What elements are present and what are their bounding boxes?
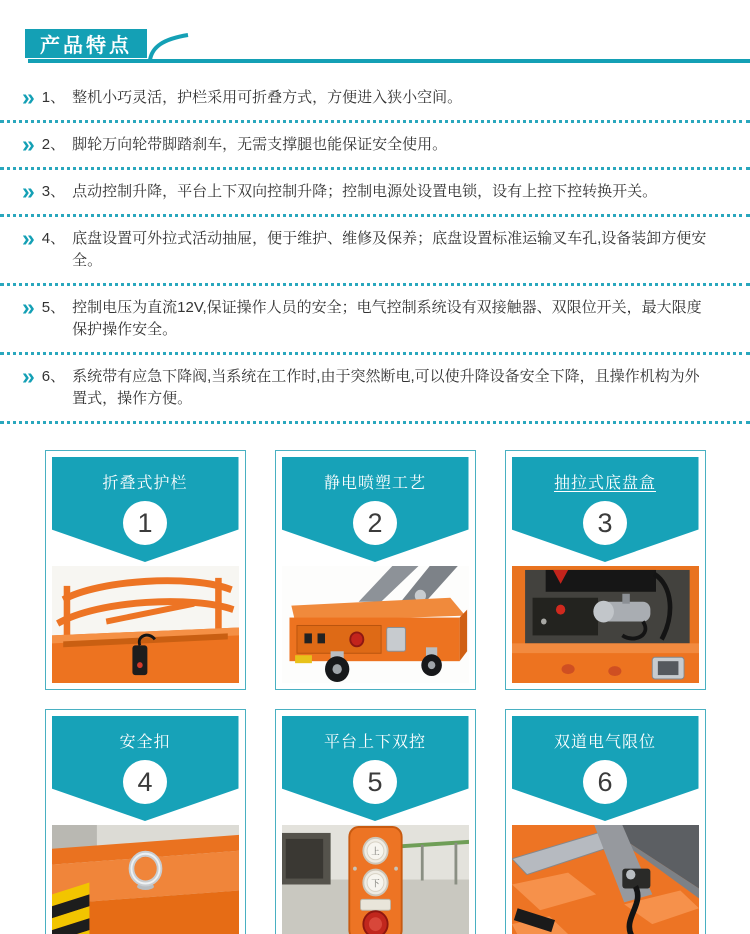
double-chevron-icon: » (22, 84, 35, 110)
feature-card-1 (45, 450, 246, 690)
feature-card-3 (505, 450, 706, 690)
card-number-badge (123, 760, 167, 804)
card-label: 安全扣 (119, 734, 171, 751)
section-title: 产品特点 (40, 35, 132, 57)
card-banner (512, 716, 699, 821)
feature-card-2 (275, 450, 476, 690)
card-photo (282, 566, 469, 683)
photo-pendant-control-icon (282, 825, 469, 934)
card-label: 平台上下双控 (323, 734, 426, 751)
card-photo (52, 825, 239, 934)
photo-safety-buckle-ring-icon (52, 825, 239, 934)
feature-item-1 (0, 76, 750, 120)
feature-cards-grid (0, 450, 750, 934)
card-number-badge (353, 760, 397, 804)
card-banner (282, 457, 469, 562)
card-label: 双道电气限位 (553, 734, 656, 751)
section-header (0, 0, 750, 72)
card-number: 4 (137, 766, 153, 797)
feature-list (0, 76, 750, 424)
feature-item-6 (0, 352, 750, 424)
feature-card-5 (275, 709, 476, 934)
feature-number: 6、 (41, 368, 66, 385)
feature-item-2 (0, 120, 750, 167)
photo-powder-coated-chassis-icon (282, 566, 469, 683)
photo-folded-guardrail-icon (52, 566, 239, 683)
card-photo (282, 825, 469, 934)
card-label: 静电喷塑工艺 (323, 475, 426, 492)
feature-text: 控制电压为直流12V,保证操作人员的安全；电气控制系统设有双接触器、双限位开关，最大限度保护操作安全。 (72, 299, 702, 338)
feature-card-6 (505, 709, 706, 934)
feature-card-4 (45, 709, 246, 934)
card-number-badge (353, 501, 397, 545)
feature-number: 5、 (41, 299, 66, 316)
card-banner (512, 457, 699, 562)
feature-number: 4、 (41, 230, 66, 247)
card-number: 5 (367, 766, 383, 797)
double-chevron-icon: » (22, 225, 35, 251)
feature-number: 1、 (41, 89, 66, 106)
double-chevron-icon: » (22, 363, 35, 389)
card-number-badge (583, 760, 627, 804)
feature-text: 整机小巧灵活，护栏采用可折叠方式，方便进入狭小空间。 (72, 89, 463, 106)
feature-item-5 (0, 283, 750, 352)
photo-pull-out-chassis-box-icon (512, 566, 699, 683)
feature-text: 系统带有应急下降阀,当系统在工作时,由于突然断电,可以使升降设备安全下降，且操作机构为外置式，操作方便。 (72, 368, 700, 407)
card-banner (52, 457, 239, 562)
card-label: 抽拉式底盘盒 (553, 475, 656, 492)
card-banner (282, 716, 469, 821)
feature-number: 3、 (41, 183, 66, 200)
card-label: 折叠式护栏 (102, 475, 188, 492)
pendant-up-button-label: 上 (370, 846, 380, 857)
card-number: 2 (367, 507, 383, 538)
card-photo (52, 566, 239, 683)
feature-text: 底盘设置可外拉式活动抽屉，便于维护、维修及保养；底盘设置标准运输叉车孔,设备装卸方便安全。 (72, 230, 707, 269)
card-number: 6 (597, 766, 613, 797)
section-title-box (25, 29, 147, 58)
feature-text: 点动控制升降，平台上下双向控制升降；控制电源处设置电锁，设有上控下控转换开关。 (72, 183, 658, 200)
card-number-badge (583, 501, 627, 545)
feature-item-3 (0, 167, 750, 214)
double-chevron-icon: » (22, 178, 35, 204)
card-number: 3 (597, 507, 613, 538)
pendant-down-button-label: 下 (370, 878, 380, 889)
card-banner (52, 716, 239, 821)
card-number: 1 (137, 507, 153, 538)
double-chevron-icon: » (22, 294, 35, 320)
card-photo (512, 566, 699, 683)
card-number-badge (123, 501, 167, 545)
card-photo (512, 825, 699, 934)
double-chevron-icon: » (22, 131, 35, 157)
feature-number: 2、 (41, 136, 66, 153)
photo-electric-limit-switch-icon (512, 825, 699, 934)
feature-text: 脚轮万向轮带脚踏刹车，无需支撑腿也能保证安全使用。 (72, 136, 448, 153)
feature-item-4 (0, 214, 750, 283)
